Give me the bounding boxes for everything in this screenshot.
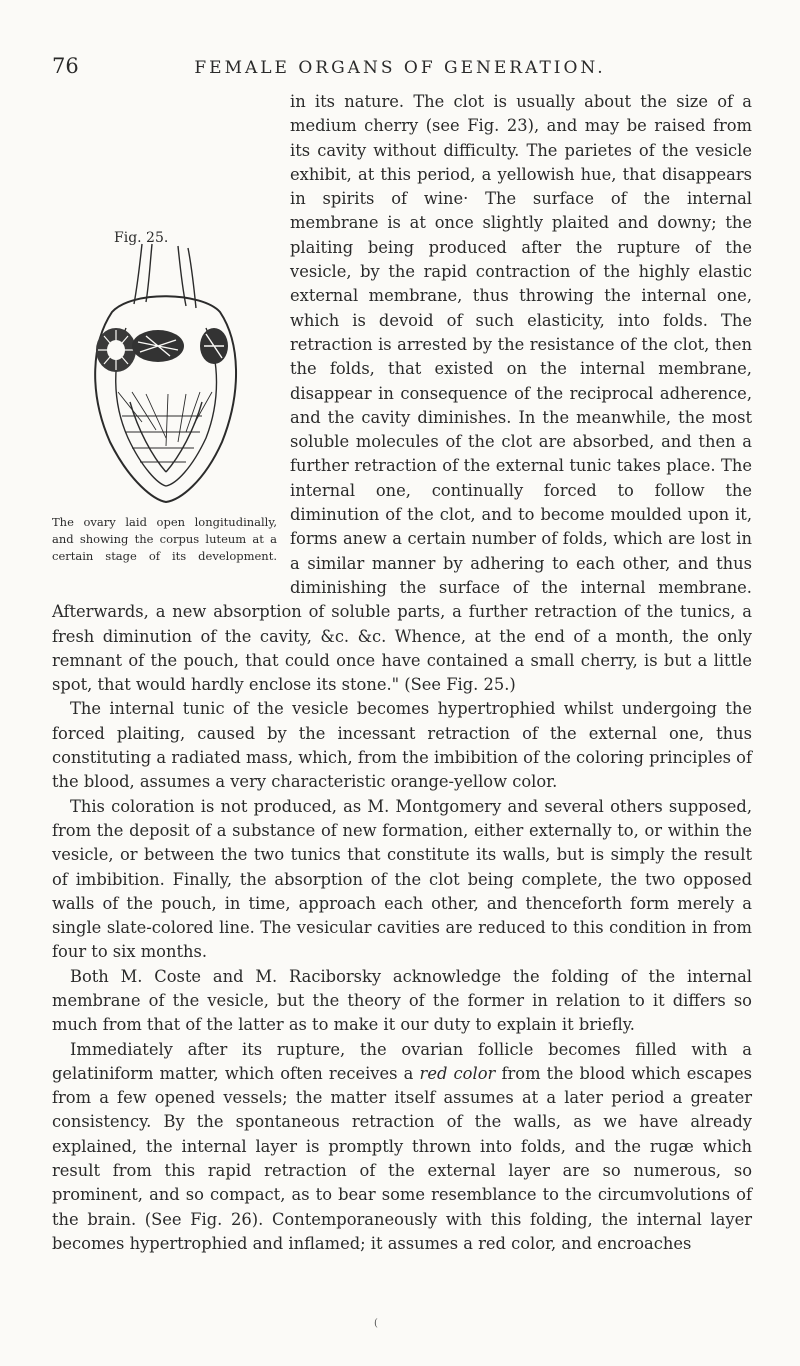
paragraph-4: Both M. Coste and M. Raciborsky acknowledge the folding of the internal membrane of the vesicle, but the theory of the former in relation to it differs so much from that of the latter as to make it our duty to explain it briefly.: [52, 966, 752, 1035]
page-header: [0, 54, 800, 78]
figure-25: [52, 90, 277, 594]
figure-label: Fig. 25.: [114, 230, 169, 246]
paragraph-2: The internal tunic of the vesicle becomes hypertrophied whilst undergoing the forced plaiting, caused by the incessant retraction of the external one, thus constituting a radiated mass, which, from the imbibition of the coloring principles of the blood, assumes a very characteristic orange-yellow color.: [52, 699, 752, 792]
running-title: FEMALE ORGANS OF GENERATION.: [194, 58, 606, 78]
figure-caption: The ovary laid open longitudinally, and showing the corpus luteum at a certain stage of its development.: [52, 515, 277, 563]
body-text: [52, 90, 752, 1256]
corpus-luteum-mark: [96, 328, 136, 372]
paragraph-1: in its nature. The clot is usually about the size of a medium cherry (see Fig. 23), and may be raised from its cavity without difficulty. The parietes of the vesicle exhibit, at this period, a yellowish hue, that disappears in spirits of wine· The surface of the internal membrane is at once slightly plaited and downy; the plaiting being produced after the rupture of the vesicle, by the rapid contraction of the highly elastic external membrane, thus throwing the internal one, which is devoid of such elasticity, into folds. The retraction is arrested by the resistance of the clot, then the folds, that existed on the internal membrane, disappear in consequence of the reciprocal adherence, and the cavity diminishes. In the meanwhile, the most soluble molecules of the clot are absorbed, and then a further retraction of the external tunic takes place. The internal one, continually forced to follow the diminution of the clot, and to become moulded upon it, forms anew a certain number of folds, which are lost in a similar manner by adhering to each other, and thus diminishing the surface of the internal membrane. Afterwards, a new absorption of soluble parts, a further retraction of the tunics, a fresh diminution of the cavity, &c. &c. Whence, at the end of a month, the only remnant of the pouch, that could once have contained a small cherry, is but a little spot, that would hardly enclose its stone." (See Fig. 25.): [52, 92, 752, 695]
paragraph-3: This coloration is not produced, as M. Montgomery and several others supposed, from the deposit of a substance of new formation, either externally to, or within the vesicle, or between the two tunics that constitute its walls, but is simply the result of imbibition. Finally, the absorption of the clot being complete, the two opposed walls of the pouch, in time, approach each other, and thenceforth form merely a single slate-colored line. The vesicular cavities are reduced to this condition in from four to six months.: [52, 796, 752, 962]
emphasis-red-color: red color: [419, 1063, 496, 1083]
paragraph-5: Immediately after its rupture, the ovarian follicle becomes filled with a gelatiniform matter, which often receives a red color from the blood which escapes from a few opened vessels; the matter itself assumes at a later period a greater consistency. By the spontaneous retraction of the walls, as we have already explained, the internal layer is promptly thrown into folds, and the rugæ which result from this rapid retraction of the external layer are so numerous, so prominent, and so compact, as to bear some resemblance to the circumvolutions of the brain. (See Fig. 26). Contemporaneously with this folding, the internal layer becomes hypertrophied and inflamed; it assumes a red color, and encroaches: [52, 1039, 752, 1253]
stray-mark: (: [374, 1318, 378, 1329]
ovary-illustration: [82, 242, 250, 504]
page-number: 76: [52, 54, 79, 78]
